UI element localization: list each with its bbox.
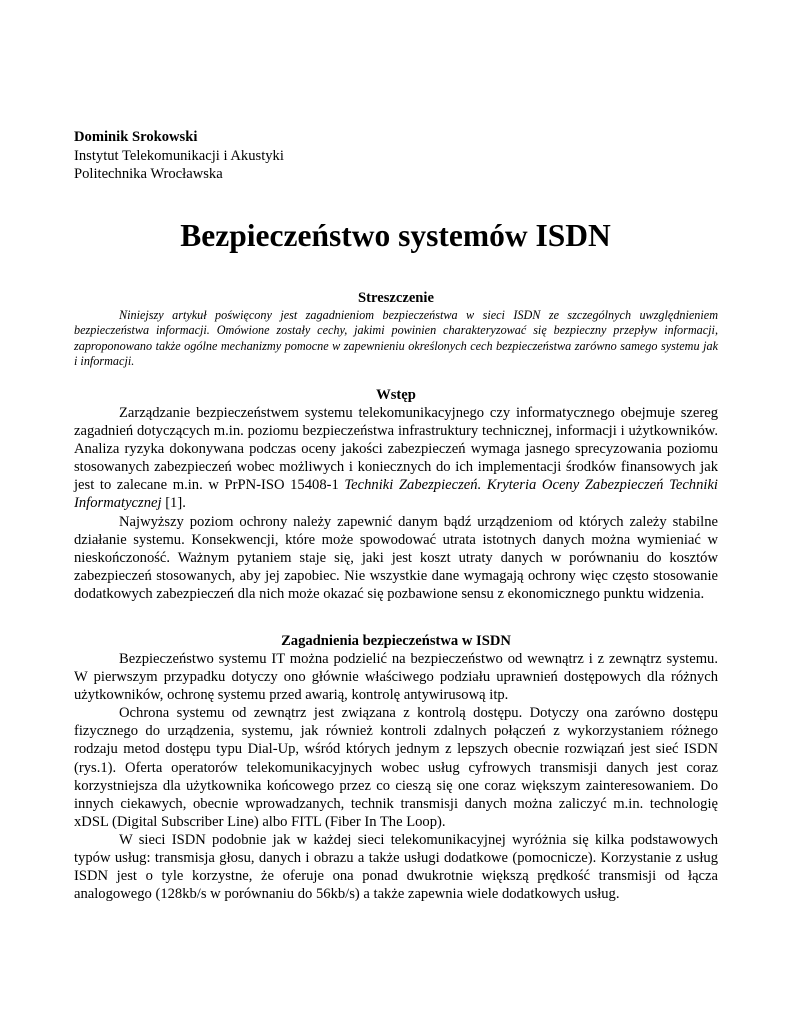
author-institute: Instytut Telekomunikacji i Akustyki <box>74 147 284 164</box>
author-university: Politechnika Wrocławska <box>74 166 223 182</box>
intro-heading: Wstęp <box>376 387 416 403</box>
isdn-section <box>74 632 718 903</box>
isdn-paragraph-2: Ochrona systemu od zewnątrz jest związana z kontrolą dostępu. Dotyczy ona zarówno dostępu fizycznego do urządzenia, systemu, jak również kontroli zdalnych połączeń z wykorzystaniem różnego rodzaju metod dostępu typu Dial-Up, wśród których jednym z lepszych obecnie rozwiązań jest sieć ISDN (rys.1). Oferta operatorów telekomunikacyjnych wobec usług cyfrowych transmisji danych jest coraz korzystniejsza dla użytkownika końcowego przez co cieszą się one coraz większym zainteresowaniem. Do innych ciekawych, obecnie wprowadzanych, technik transmisji danych można zaliczyć m.in. technologię xDSL (Digital Subscriber Line) albo FITL (Fiber In The Loop). <box>74 705 718 830</box>
intro-p1-citation: [1]. <box>161 495 186 512</box>
author-name: Dominik Srokowski <box>74 129 198 145</box>
isdn-paragraph-1: Bezpieczeństwo systemu IT można podzielić na bezpieczeństwo od wewnątrz i z zewnątrz systemu. W pierwszym przypadku dotyczy ono głównie właściwego podziału uprawnień dostępowych dla różnych użytkowników, ochronę systemu przed awarią, kontrolę antywirusową itp. <box>74 651 718 704</box>
isdn-heading: Zagadnienia bezpieczeństwa w ISDN <box>281 633 511 649</box>
abstract-section <box>74 289 718 369</box>
standard-title-italic: Techniki Zabezpieczeń. Kryteria Oceny Zabezpieczeń Techniki Informatycznej <box>74 477 718 512</box>
abstract-text: Niniejszy artykuł poświęcony jest zagadnieniom bezpieczeństwa w sieci ISDN ze szczególnych uwzględnieniem bezpieczeństwa informacji. Omówione zostały cechy, jakimi powinien charakteryzować się bezpieczny przepływ informacji, zaproponowano także ogólne mechanizmy pomocne w zapewnieniu określonych cech bezpieczeństwa zarówno samego systemu jak i informacji. <box>74 308 718 368</box>
intro-p1-text: Zarządzanie bezpieczeństwem systemu telekomunikacyjnego czy informatycznego obejmuje szereg zagadnień dotyczących m.in. poziomu bezpieczeństwa infrastruktury technicznej, informacji i użytkowników. Analiza ryzyka dokonywana podczas oceny jakości zabezpieczeń wymaga jasnego sprecyzowania poziomu stosowanych zabezpieczeń wobec możliwych i koniecznych do ich implementacji środków finansowych jak jest to zalecane m.in. w PrPN-ISO 15408-1 <box>74 405 718 494</box>
intro-paragraph-1 <box>74 404 718 513</box>
paper-title: Bezpieczeństwo systemów ISDN <box>180 218 611 253</box>
isdn-paragraph-3: W sieci ISDN podobnie jak w każdej sieci telekomunikacyjnej wyróżnia się kilka podstawowych typów usług: transmisja głosu, danych i obrazu a także usługi dodatkowe (pomocnicze). Korzystanie z usług ISDN jest o tyle korzystne, że oferuje ona ponad dwukrotnie większą prędkość transmisji od łącza analogowego (128kb/s w porównaniu do 56kb/s) a także zapewnia wiele dodatkowych usług. <box>74 831 718 903</box>
abstract-heading: Streszczenie <box>358 290 434 306</box>
intro-section <box>74 386 718 603</box>
intro-paragraph-2: Najwyższy poziom ochrony należy zapewnić danym bądź urządzeniom od których zależy stabilne działanie systemu. Konsekwencji, które może spowodować utrata istotnych danych można wymieniać w nieskończoność. Ważnym pytaniem staje się, jaki jest koszt utraty danych w porównaniu do kosztów zabezpieczeń stosowanych, aby jej zapobiec. Nie wszystkie dane wymagają ochrony więc często stosowanie dodatkowych zabezpieczeń dla nich może okazać się pozbawione sensu z ekonomicznego punktu widzenia. <box>74 513 718 602</box>
author-block <box>74 128 284 184</box>
